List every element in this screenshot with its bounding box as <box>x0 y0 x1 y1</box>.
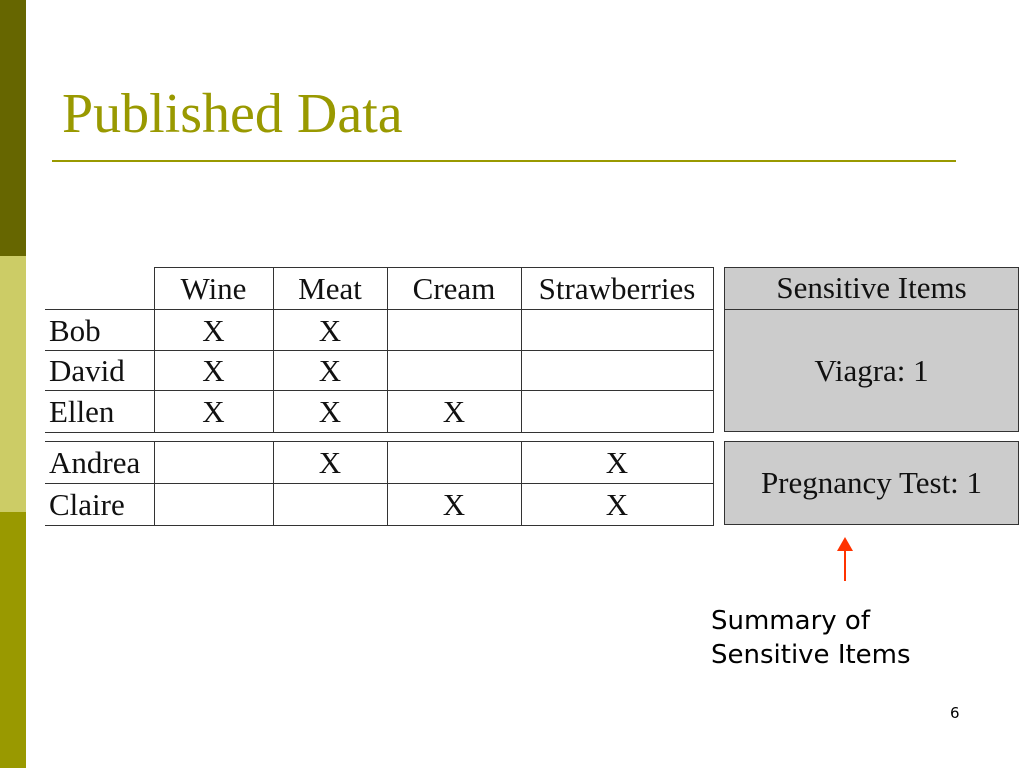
sensitive-items-value: Viagra: 1 <box>814 353 929 388</box>
cell-mark: X <box>387 484 521 526</box>
cell-mark: X <box>154 351 273 391</box>
caption-line: Summary of <box>711 606 870 636</box>
summary-caption <box>711 604 911 672</box>
table-row <box>45 351 713 391</box>
cell-mark: X <box>154 391 273 433</box>
column-header: Strawberries <box>521 268 713 310</box>
published-table-group2 <box>45 441 714 526</box>
table-row <box>45 310 713 351</box>
cell-mark: X <box>273 391 387 433</box>
cell-mark <box>387 351 521 391</box>
table-row <box>45 484 713 526</box>
side-bar-middle <box>0 256 26 512</box>
cell-mark <box>154 442 273 484</box>
row-name: Andrea <box>45 442 154 484</box>
cell-mark: X <box>273 442 387 484</box>
sensitive-items-header: Sensitive Items <box>725 268 1018 310</box>
cell-mark: X <box>273 310 387 351</box>
cell-mark <box>273 484 387 526</box>
cell-mark: X <box>521 484 713 526</box>
cell-mark <box>387 442 521 484</box>
sensitive-items-group1 <box>724 267 1019 432</box>
cell-mark: X <box>521 442 713 484</box>
table-header-row <box>45 268 713 310</box>
row-name: Bob <box>45 310 154 351</box>
caption-line: Sensitive Items <box>711 640 911 670</box>
cell-mark <box>521 391 713 433</box>
row-name: Claire <box>45 484 154 526</box>
cell-mark: X <box>154 310 273 351</box>
cell-mark <box>521 351 713 391</box>
page-number: 6 <box>950 704 960 722</box>
header-corner <box>45 268 154 310</box>
cell-mark: X <box>387 391 521 433</box>
column-header: Meat <box>273 268 387 310</box>
published-table-group1 <box>45 267 714 433</box>
cell-mark: X <box>273 351 387 391</box>
slide-title: Published Data <box>62 83 403 145</box>
side-bar-bottom <box>0 512 26 768</box>
cell-mark <box>154 484 273 526</box>
sensitive-items-group2: Pregnancy Test: 1 <box>724 441 1019 525</box>
cell-mark <box>521 310 713 351</box>
row-name: Ellen <box>45 391 154 433</box>
row-name: David <box>45 351 154 391</box>
table-row <box>45 442 713 484</box>
side-bar-top <box>0 0 26 256</box>
arrow-shaft <box>844 548 846 581</box>
column-header: Wine <box>154 268 273 310</box>
cell-mark <box>387 310 521 351</box>
column-header: Cream <box>387 268 521 310</box>
title-divider <box>52 160 956 162</box>
table-row <box>45 391 713 433</box>
